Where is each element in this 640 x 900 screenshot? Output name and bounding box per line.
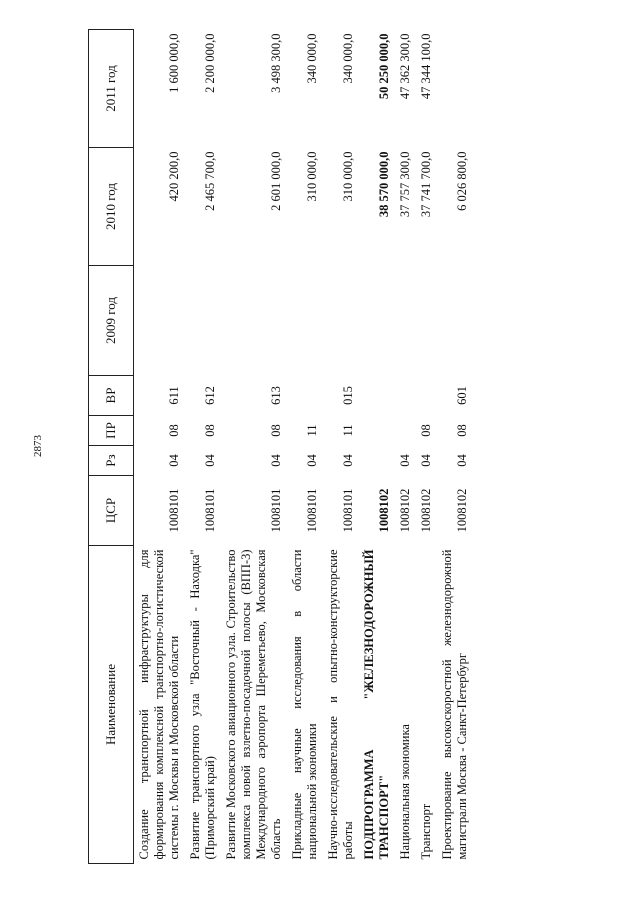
page-number: 2873 [32, 435, 44, 457]
cell-rz: 04 [305, 454, 319, 467]
table-row [416, 30, 437, 864]
header-2009: 2009 год [89, 266, 134, 376]
cell-vr: 613 [269, 386, 283, 405]
cell-y2010: 2 601 000,0 [269, 151, 283, 211]
cell-y2010: 6 026 800,0 [455, 151, 469, 211]
cell-csr: 1008101 [305, 488, 319, 533]
cell-rz: 04 [203, 454, 217, 467]
cell-vr: 015 [341, 386, 355, 405]
cell-pr: 08 [203, 424, 217, 437]
table-row [359, 30, 395, 864]
cell-y2009 [287, 266, 323, 376]
table-row [287, 30, 323, 864]
cell-pr [359, 416, 395, 446]
header-2010: 2010 год [89, 148, 134, 266]
cell-rz: 04 [455, 454, 469, 467]
cell-name: Развитие Московского авиационного узла. Строительство комплекса новой взлетно-посадочной полосы (ВПП-3) Международного аэропорта Шереметьево, Московская область [224, 549, 283, 860]
cell-vr [287, 376, 323, 416]
header-pr: ПР [89, 416, 134, 446]
cell-pr [395, 416, 416, 446]
table-row [323, 30, 359, 864]
cell-y2010: 420 200,0 [167, 151, 181, 202]
cell-y2009 [134, 266, 186, 376]
header-vr: ВР [89, 376, 134, 416]
header-csr: ЦСР [89, 476, 134, 546]
cell-y2011: 2 200 000,0 [203, 33, 217, 93]
cell-pr: 11 [305, 424, 319, 437]
table-row [395, 30, 416, 864]
header-rz: Рз [89, 446, 134, 476]
cell-name: Национальная экономика [398, 724, 412, 860]
cell-name: Создание транспортной инфраструктуры для формирования комплексной транспортно-логистической системы г. Москвы и Московской области [137, 549, 181, 860]
cell-vr [416, 376, 437, 416]
cell-y2010: 2 465 700,0 [203, 151, 217, 211]
cell-y2009 [437, 266, 473, 376]
cell-y2011: 47 362 300,0 [398, 33, 412, 100]
cell-rz: 04 [419, 454, 433, 467]
cell-y2010: 37 757 300,0 [398, 151, 412, 218]
cell-y2009 [416, 266, 437, 376]
cell-y2011: 50 250 000,0 [377, 33, 391, 100]
cell-y2011: 340 000,0 [305, 33, 319, 84]
cell-rz: 04 [167, 454, 181, 467]
cell-y2009 [395, 266, 416, 376]
table-row [221, 30, 287, 864]
cell-vr: 611 [167, 386, 181, 405]
cell-rz [359, 446, 395, 476]
cell-csr: 1008101 [269, 488, 283, 533]
cell-csr: 1008102 [455, 488, 469, 533]
cell-rz: 04 [398, 454, 412, 467]
cell-y2011: 3 498 300,0 [269, 33, 283, 93]
cell-y2011: 47 344 100,0 [419, 33, 433, 100]
cell-rz: 04 [269, 454, 283, 467]
cell-csr: 1008101 [203, 488, 217, 533]
cell-name: Развитие транспортного узла "Восточный - Находка" (Приморский край) [188, 549, 217, 860]
cell-name: Проектирование высокоскоростной железнодорожной магистрали Москва - Санкт-Петербург [440, 549, 469, 860]
cell-pr: 11 [341, 424, 355, 437]
cell-y2009 [185, 266, 221, 376]
budget-table [88, 29, 473, 864]
cell-csr: 1008102 [419, 488, 433, 533]
rotated-table-container [88, 30, 598, 864]
cell-pr: 08 [167, 424, 181, 437]
table-row [437, 30, 473, 864]
cell-vr: 601 [455, 386, 469, 405]
table-body [134, 30, 474, 864]
cell-pr: 08 [419, 424, 433, 437]
cell-csr: 1008101 [167, 488, 181, 533]
cell-rz: 04 [341, 454, 355, 467]
cell-y2011 [437, 30, 473, 148]
cell-csr: 1008102 [398, 488, 412, 533]
cell-pr: 08 [269, 424, 283, 437]
cell-y2009 [359, 266, 395, 376]
cell-y2009 [221, 266, 287, 376]
cell-y2010: 310 000,0 [341, 151, 355, 202]
cell-pr: 08 [455, 424, 469, 437]
header-2011: 2011 год [89, 30, 134, 148]
cell-y2010: 38 570 000,0 [377, 151, 391, 218]
header-name: Наименование [89, 546, 134, 864]
cell-csr: 1008101 [341, 488, 355, 533]
cell-y2010: 310 000,0 [305, 151, 319, 202]
cell-vr [359, 376, 395, 416]
cell-name: Научно-исследовательские и опытно-конструкторские работы [326, 549, 355, 860]
cell-name: Прикладные научные исследования в области национальной экономики [290, 549, 319, 860]
cell-name: Транспорт [419, 803, 433, 860]
cell-vr: 612 [203, 386, 217, 405]
cell-name: ПОДПРОГРАММА "ЖЕЛЕЗНОДОРОЖНЫЙ ТРАНСПОРТ" [362, 549, 391, 860]
cell-csr: 1008102 [377, 488, 391, 533]
cell-y2011: 340 000,0 [341, 33, 355, 84]
cell-vr [395, 376, 416, 416]
table-row [134, 30, 186, 864]
cell-y2010: 37 741 700,0 [419, 151, 433, 218]
table-header-row [89, 30, 134, 864]
table-row [185, 30, 221, 864]
cell-y2009 [323, 266, 359, 376]
cell-y2011: 1 600 000,0 [167, 33, 181, 93]
